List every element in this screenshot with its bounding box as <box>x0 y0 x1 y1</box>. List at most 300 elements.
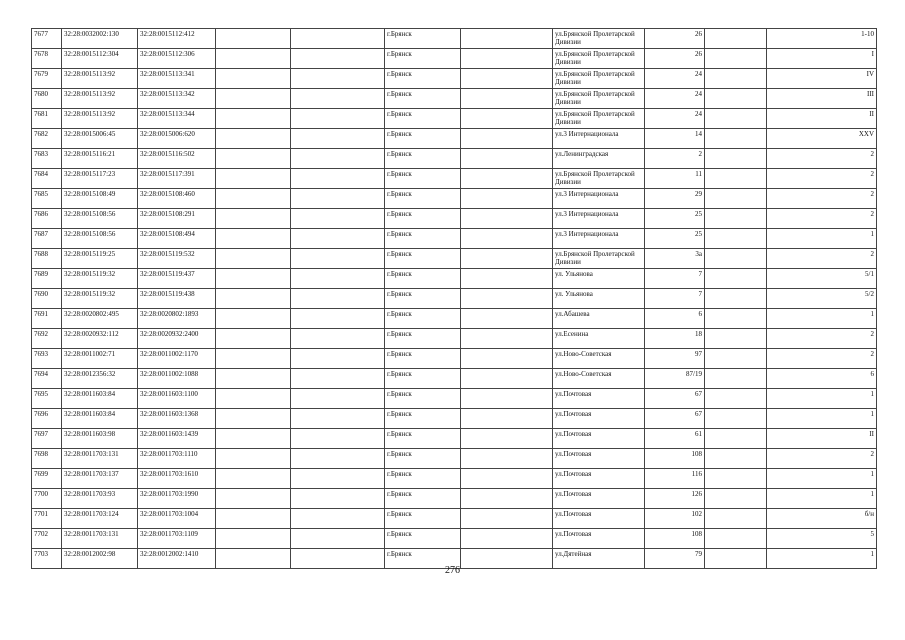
city-cell: г.Брянск <box>385 349 461 369</box>
empty-cell <box>291 409 385 429</box>
house-cell: 7 <box>645 269 705 289</box>
empty-cell <box>291 149 385 169</box>
empty-cell <box>216 369 291 389</box>
city-cell: г.Брянск <box>385 329 461 349</box>
street-cell: ул.Почтовая <box>553 389 645 409</box>
cadastral-number: 32:28:0015112:304 <box>62 49 138 69</box>
empty-cell <box>216 309 291 329</box>
empty-cell <box>705 209 767 229</box>
city-cell: г.Брянск <box>385 369 461 389</box>
house-cell: 61 <box>645 429 705 449</box>
street-cell: ул.Брянской Пролетарской Дивизии <box>553 89 645 109</box>
table-row <box>32 89 877 109</box>
cadastral-number: 32:28:0015108:49 <box>62 189 138 209</box>
empty-cell <box>291 389 385 409</box>
city-cell: г.Брянск <box>385 169 461 189</box>
house-cell: 18 <box>645 329 705 349</box>
house-cell: 108 <box>645 449 705 469</box>
object-cadastral-number: 32:28:0015116:502 <box>138 149 216 169</box>
empty-cell <box>291 329 385 349</box>
table-row <box>32 69 877 89</box>
street-cell: ул.Брянской Пролетарской Дивизии <box>553 29 645 49</box>
empty-cell <box>291 449 385 469</box>
row-number: 7691 <box>32 309 62 329</box>
empty-cell <box>461 129 553 149</box>
empty-cell <box>291 509 385 529</box>
street-cell: ул.3 Интернационала <box>553 129 645 149</box>
cadastral-number: 32:28:0011703:124 <box>62 509 138 529</box>
empty-cell <box>705 369 767 389</box>
cadastral-number: 32:28:0011703:131 <box>62 449 138 469</box>
object-cadastral-number: 32:28:0011603:1368 <box>138 409 216 429</box>
object-cadastral-number: 32:28:0011703:1004 <box>138 509 216 529</box>
row-number: 7683 <box>32 149 62 169</box>
apartment-cell: 2 <box>767 209 877 229</box>
apartment-cell: 1 <box>767 309 877 329</box>
empty-cell <box>461 369 553 389</box>
street-cell: ул.3 Интернационала <box>553 189 645 209</box>
empty-cell <box>705 329 767 349</box>
empty-cell <box>705 509 767 529</box>
empty-cell <box>291 229 385 249</box>
apartment-cell: 2 <box>767 329 877 349</box>
apartment-cell: 1-10 <box>767 29 877 49</box>
apartment-cell: II <box>767 109 877 129</box>
row-number: 7695 <box>32 389 62 409</box>
cadastral-number: 32:28:0011603:84 <box>62 389 138 409</box>
object-cadastral-number: 32:28:0015108:494 <box>138 229 216 249</box>
house-cell: 26 <box>645 49 705 69</box>
street-cell: ул.Ленинградская <box>553 149 645 169</box>
city-cell: г.Брянск <box>385 529 461 549</box>
object-cadastral-number: 32:28:0015113:341 <box>138 69 216 89</box>
street-cell: ул.Брянской Пролетарской Дивизии <box>553 49 645 69</box>
object-cadastral-number: 32:28:0011002:1088 <box>138 369 216 389</box>
empty-cell <box>461 389 553 409</box>
empty-cell <box>291 369 385 389</box>
house-cell: 11 <box>645 169 705 189</box>
row-number: 7680 <box>32 89 62 109</box>
table-row <box>32 289 877 309</box>
empty-cell <box>291 29 385 49</box>
city-cell: г.Брянск <box>385 69 461 89</box>
apartment-cell: 1 <box>767 409 877 429</box>
cadastral-number: 32:28:0011703:137 <box>62 469 138 489</box>
empty-cell <box>216 129 291 149</box>
object-cadastral-number: 32:28:0011002:1170 <box>138 349 216 369</box>
empty-cell <box>705 249 767 269</box>
empty-cell <box>216 229 291 249</box>
city-cell: г.Брянск <box>385 289 461 309</box>
house-cell: 24 <box>645 89 705 109</box>
house-cell: 7 <box>645 289 705 309</box>
object-cadastral-number: 32:28:0011603:1439 <box>138 429 216 449</box>
street-cell: ул.Есенина <box>553 329 645 349</box>
row-number: 7693 <box>32 349 62 369</box>
cadastral-number: 32:28:0011002:71 <box>62 349 138 369</box>
object-cadastral-number: 32:28:0020802:1893 <box>138 309 216 329</box>
empty-cell <box>216 389 291 409</box>
empty-cell <box>216 249 291 269</box>
street-cell: ул.Брянской Пролетарской Дивизии <box>553 109 645 129</box>
empty-cell <box>461 469 553 489</box>
empty-cell <box>461 69 553 89</box>
empty-cell <box>216 469 291 489</box>
cadastral-number: 32:28:0015113:92 <box>62 89 138 109</box>
object-cadastral-number: 32:28:0015112:412 <box>138 29 216 49</box>
cadastral-number: 32:28:0015119:32 <box>62 289 138 309</box>
cadastral-number: 32:28:0020932:112 <box>62 329 138 349</box>
empty-cell <box>705 429 767 449</box>
row-number: 7694 <box>32 369 62 389</box>
empty-cell <box>705 349 767 369</box>
apartment-cell: 6 <box>767 369 877 389</box>
apartment-cell: 1 <box>767 489 877 509</box>
empty-cell <box>461 29 553 49</box>
cadastral-number: 32:28:0015113:92 <box>62 109 138 129</box>
empty-cell <box>705 169 767 189</box>
empty-cell <box>216 529 291 549</box>
empty-cell <box>461 269 553 289</box>
empty-cell <box>461 149 553 169</box>
empty-cell <box>705 229 767 249</box>
empty-cell <box>705 409 767 429</box>
empty-cell <box>216 169 291 189</box>
empty-cell <box>705 189 767 209</box>
empty-cell <box>705 149 767 169</box>
house-cell: 116 <box>645 469 705 489</box>
object-cadastral-number: 32:28:0015113:344 <box>138 109 216 129</box>
apartment-cell: б/н <box>767 509 877 529</box>
street-cell: ул.Абашева <box>553 309 645 329</box>
apartment-cell: 2 <box>767 449 877 469</box>
empty-cell <box>705 49 767 69</box>
empty-cell <box>216 289 291 309</box>
apartment-cell: 2 <box>767 189 877 209</box>
cadastral-number: 32:28:0015113:92 <box>62 69 138 89</box>
cadastral-number: 32:28:0015117:23 <box>62 169 138 189</box>
city-cell: г.Брянск <box>385 509 461 529</box>
object-cadastral-number: 32:28:0015117:391 <box>138 169 216 189</box>
cadastral-number: 32:28:0011603:98 <box>62 429 138 449</box>
house-cell: 24 <box>645 109 705 129</box>
empty-cell <box>705 29 767 49</box>
object-cadastral-number: 32:28:0015108:291 <box>138 209 216 229</box>
street-cell: ул.Ново-Советская <box>553 369 645 389</box>
row-number: 7700 <box>32 489 62 509</box>
cadastral-number: 32:28:0015119:25 <box>62 249 138 269</box>
apartment-cell: XXV <box>767 129 877 149</box>
empty-cell <box>705 129 767 149</box>
house-cell: 25 <box>645 229 705 249</box>
table-row <box>32 309 877 329</box>
apartment-cell: II <box>767 429 877 449</box>
street-cell: ул.3 Интернационала <box>553 229 645 249</box>
object-cadastral-number: 32:28:0015006:620 <box>138 129 216 149</box>
apartment-cell: 1 <box>767 229 877 249</box>
row-number: 7682 <box>32 129 62 149</box>
house-cell: 26 <box>645 29 705 49</box>
empty-cell <box>291 109 385 129</box>
empty-cell <box>291 129 385 149</box>
empty-cell <box>461 169 553 189</box>
city-cell: г.Брянск <box>385 449 461 469</box>
empty-cell <box>291 189 385 209</box>
cadastral-number: 32:28:0015108:56 <box>62 209 138 229</box>
empty-cell <box>461 209 553 229</box>
table-row <box>32 389 877 409</box>
empty-cell <box>291 49 385 69</box>
city-cell: г.Брянск <box>385 49 461 69</box>
object-cadastral-number: 32:28:0011703:1109 <box>138 529 216 549</box>
empty-cell <box>291 249 385 269</box>
row-number: 7688 <box>32 249 62 269</box>
table-row <box>32 249 877 269</box>
table-row <box>32 169 877 189</box>
apartment-cell: 5/2 <box>767 289 877 309</box>
empty-cell <box>216 109 291 129</box>
apartment-cell: 5 <box>767 529 877 549</box>
row-number: 7678 <box>32 49 62 69</box>
city-cell: г.Брянск <box>385 269 461 289</box>
street-cell: ул.Ново-Советская <box>553 349 645 369</box>
apartment-cell: 2 <box>767 149 877 169</box>
table-row <box>32 529 877 549</box>
object-cadastral-number: 32:28:0011703:1110 <box>138 449 216 469</box>
city-cell: г.Брянск <box>385 29 461 49</box>
row-number: 7696 <box>32 409 62 429</box>
cadastral-number: 32:28:0020802:495 <box>62 309 138 329</box>
empty-cell <box>705 89 767 109</box>
table-row <box>32 489 877 509</box>
table-row <box>32 509 877 529</box>
empty-cell <box>291 469 385 489</box>
apartment-cell: 2 <box>767 349 877 369</box>
row-number: 7690 <box>32 289 62 309</box>
city-cell: г.Брянск <box>385 549 461 569</box>
empty-cell <box>461 529 553 549</box>
apartment-cell: IV <box>767 69 877 89</box>
row-number: 7684 <box>32 169 62 189</box>
house-cell: 24 <box>645 69 705 89</box>
city-cell: г.Брянск <box>385 489 461 509</box>
empty-cell <box>705 109 767 129</box>
row-number: 7681 <box>32 109 62 129</box>
row-number: 7701 <box>32 509 62 529</box>
row-number: 7686 <box>32 209 62 229</box>
empty-cell <box>461 509 553 529</box>
object-cadastral-number: 32:28:0015119:532 <box>138 249 216 269</box>
house-cell: 2 <box>645 149 705 169</box>
table-row <box>32 409 877 429</box>
empty-cell <box>291 289 385 309</box>
city-cell: г.Брянск <box>385 409 461 429</box>
empty-cell <box>705 69 767 89</box>
empty-cell <box>291 89 385 109</box>
house-cell: 87/19 <box>645 369 705 389</box>
house-cell: 29 <box>645 189 705 209</box>
empty-cell <box>461 249 553 269</box>
row-number: 7703 <box>32 549 62 569</box>
row-number: 7685 <box>32 189 62 209</box>
empty-cell <box>216 49 291 69</box>
empty-cell <box>461 489 553 509</box>
object-cadastral-number: 32:28:0015119:437 <box>138 269 216 289</box>
row-number: 7697 <box>32 429 62 449</box>
city-cell: г.Брянск <box>385 89 461 109</box>
cadastral-number: 32:28:0011703:131 <box>62 529 138 549</box>
empty-cell <box>291 529 385 549</box>
city-cell: г.Брянск <box>385 469 461 489</box>
empty-cell <box>216 69 291 89</box>
city-cell: г.Брянск <box>385 309 461 329</box>
empty-cell <box>461 449 553 469</box>
empty-cell <box>216 329 291 349</box>
empty-cell <box>291 489 385 509</box>
street-cell: ул.Почтовая <box>553 529 645 549</box>
empty-cell <box>291 349 385 369</box>
empty-cell <box>461 109 553 129</box>
empty-cell <box>461 329 553 349</box>
empty-cell <box>291 209 385 229</box>
empty-cell <box>461 89 553 109</box>
empty-cell <box>461 229 553 249</box>
empty-cell <box>705 449 767 469</box>
table-row <box>32 49 877 69</box>
city-cell: г.Брянск <box>385 149 461 169</box>
empty-cell <box>216 409 291 429</box>
street-cell: ул.Почтовая <box>553 489 645 509</box>
street-cell: ул.3 Интернационала <box>553 209 645 229</box>
empty-cell <box>216 349 291 369</box>
city-cell: г.Брянск <box>385 229 461 249</box>
house-cell: 3а <box>645 249 705 269</box>
apartment-cell: 5/1 <box>767 269 877 289</box>
row-number: 7702 <box>32 529 62 549</box>
empty-cell <box>461 309 553 329</box>
row-number: 7692 <box>32 329 62 349</box>
row-number: 7679 <box>32 69 62 89</box>
empty-cell <box>216 89 291 109</box>
empty-cell <box>216 189 291 209</box>
street-cell: ул.Брянской Пролетарской Дивизии <box>553 69 645 89</box>
cadastral-number: 32:28:0032002:130 <box>62 29 138 49</box>
apartment-cell: 2 <box>767 249 877 269</box>
registry-sheet <box>31 28 876 569</box>
empty-cell <box>705 469 767 489</box>
apartment-cell: 2 <box>767 169 877 189</box>
street-cell: ул.Почтовая <box>553 429 645 449</box>
empty-cell <box>216 489 291 509</box>
table-row <box>32 149 877 169</box>
house-cell: 102 <box>645 509 705 529</box>
table-row <box>32 189 877 209</box>
object-cadastral-number: 32:28:0011703:1990 <box>138 489 216 509</box>
object-cadastral-number: 32:28:0011703:1610 <box>138 469 216 489</box>
object-cadastral-number: 32:28:0011603:1100 <box>138 389 216 409</box>
cadastral-number: 32:28:0015116:21 <box>62 149 138 169</box>
empty-cell <box>216 269 291 289</box>
table-row <box>32 229 877 249</box>
apartment-cell: 1 <box>767 469 877 489</box>
empty-cell <box>216 449 291 469</box>
house-cell: 79 <box>645 549 705 569</box>
empty-cell <box>461 349 553 369</box>
house-cell: 108 <box>645 529 705 549</box>
street-cell: ул. Ульянова <box>553 289 645 309</box>
cadastral-number: 32:28:0012356:32 <box>62 369 138 389</box>
empty-cell <box>216 509 291 529</box>
table-row <box>32 209 877 229</box>
cadastral-number: 32:28:0011703:93 <box>62 489 138 509</box>
city-cell: г.Брянск <box>385 429 461 449</box>
table-row <box>32 29 877 49</box>
street-cell: ул. Ульянова <box>553 269 645 289</box>
apartment-cell: III <box>767 89 877 109</box>
table-row <box>32 109 877 129</box>
empty-cell <box>461 289 553 309</box>
city-cell: г.Брянск <box>385 209 461 229</box>
empty-cell <box>216 149 291 169</box>
cadastral-number: 32:28:0015006:45 <box>62 129 138 149</box>
empty-cell <box>705 389 767 409</box>
empty-cell <box>216 209 291 229</box>
street-cell: ул.Почтовая <box>553 409 645 429</box>
empty-cell <box>705 529 767 549</box>
table-row <box>32 369 877 389</box>
empty-cell <box>705 289 767 309</box>
house-cell: 126 <box>645 489 705 509</box>
object-cadastral-number: 32:28:0015119:438 <box>138 289 216 309</box>
apartment-cell: I <box>767 49 877 69</box>
house-cell: 6 <box>645 309 705 329</box>
house-cell: 25 <box>645 209 705 229</box>
empty-cell <box>291 69 385 89</box>
page-number: 276 <box>445 565 460 576</box>
row-number: 7698 <box>32 449 62 469</box>
street-cell: ул.Почтовая <box>553 469 645 489</box>
empty-cell <box>216 29 291 49</box>
empty-cell <box>461 49 553 69</box>
object-cadastral-number: 32:28:0020932:2400 <box>138 329 216 349</box>
row-number: 7689 <box>32 269 62 289</box>
object-cadastral-number: 32:28:0015112:306 <box>138 49 216 69</box>
table-row <box>32 129 877 149</box>
row-number: 7699 <box>32 469 62 489</box>
street-cell: ул.Брянской Пролетарской Дивизии <box>553 169 645 189</box>
empty-cell <box>705 489 767 509</box>
house-cell: 67 <box>645 389 705 409</box>
apartment-cell: 1 <box>767 549 877 569</box>
city-cell: г.Брянск <box>385 129 461 149</box>
empty-cell <box>291 429 385 449</box>
city-cell: г.Брянск <box>385 109 461 129</box>
city-cell: г.Брянск <box>385 189 461 209</box>
row-number: 7677 <box>32 29 62 49</box>
house-cell: 97 <box>645 349 705 369</box>
table-row <box>32 449 877 469</box>
empty-cell <box>461 429 553 449</box>
empty-cell <box>461 409 553 429</box>
object-cadastral-number: 32:28:0012002:1410 <box>138 549 216 569</box>
city-cell: г.Брянск <box>385 249 461 269</box>
registry-rows <box>32 29 877 569</box>
table-row <box>32 349 877 369</box>
cadastral-number: 32:28:0012002:98 <box>62 549 138 569</box>
cadastral-number: 32:28:0015119:32 <box>62 269 138 289</box>
empty-cell <box>461 189 553 209</box>
street-cell: ул.Почтовая <box>553 509 645 529</box>
